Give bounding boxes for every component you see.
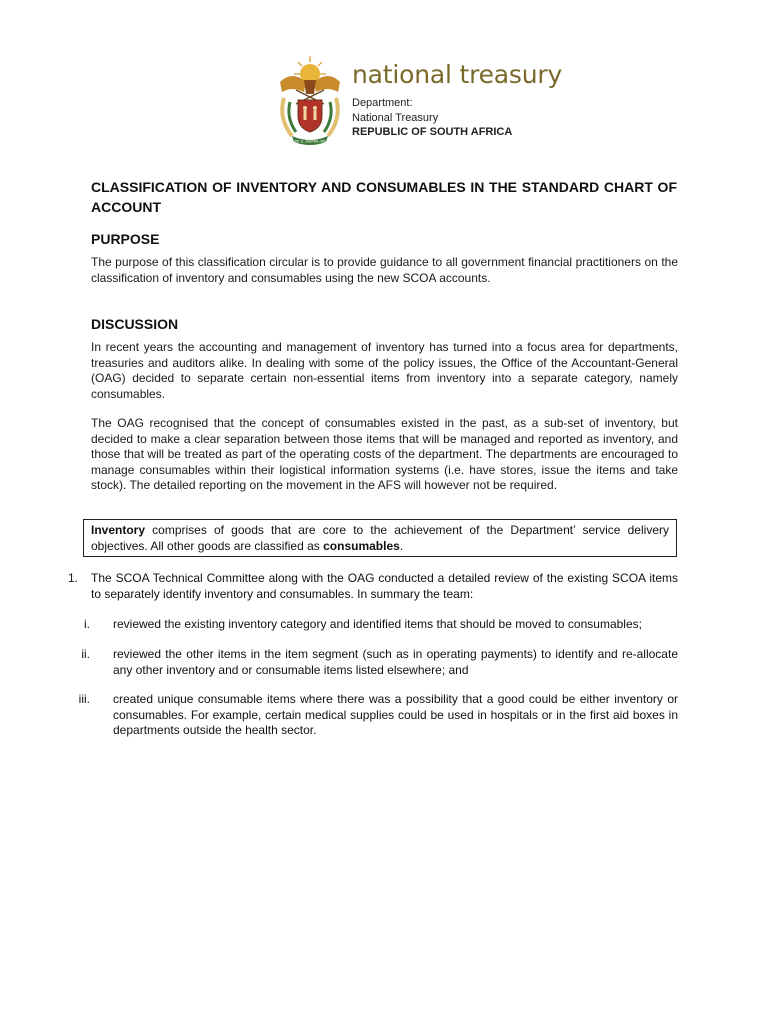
letterhead [274,50,574,150]
definition-box [83,519,677,557]
document-title: CLASSIFICATION OF INVENTORY AND CONSUMABLES IN THE STANDARD CHART OF ACCOUNT [91,179,677,215]
department-name: National Treasury [352,112,439,124]
sublist-item-text: created unique consumable items where there was a possibility that a good could be either inventory or consumables. For example, certain medical supplies could be used in hospitals or in the first aid boxes in departments outside the health sector. [113,692,678,737]
department-label: Department: [352,97,413,109]
sublist-item-text: reviewed the existing inventory category and identified items that should be moved to consumables; [113,617,642,631]
purpose-paragraph: The purpose of this classification circular is to provide guidance to all government financial practitioners on the classification of inventory and consumables using the new SCOA accounts. [91,255,678,285]
coat-of-arms-icon [274,52,346,148]
definition-text-part1: comprises of goods that are core to the achievement of the Department’ service delivery objectives. All other goods are classified as [91,523,669,553]
purpose-heading: PURPOSE [91,231,160,247]
discussion-heading: DISCUSSION [91,316,179,332]
sublist-item-number: iii. [78,692,90,706]
sublist-item-number: i. [84,617,90,631]
definition-text-part2: . [399,538,404,553]
definition-term-inventory: Inventory [91,523,146,537]
country-name: REPUBLIC OF SOUTH AFRICA [352,126,513,138]
sublist-item-text: reviewed the other items in the item segment (such as in operating payments) to identify and re-allocate any other inventory and or consumable items listed elsewhere; and [113,647,678,677]
list-item-text: The SCOA Technical Committee along with the OAG conducted a detailed review of the existing SCOA items to separately identify inventory and consumables. In summary the team: [91,571,678,601]
definition-term-consumables: consumables [323,538,400,553]
discussion-paragraph-2: The OAG recognised that the concept of consumables existed in the past, as a sub-set of inventory, but decided to make a clear separation between those items that will be managed and reported as inventory, and those that will be treated as part of the operating costs of the department. The departments are encouraged to manage consumables within their logistical information systems (i.e. have stores, issue the items and take stock). The detailed reporting on the movement in the AFS will however not be required. [91,416,678,492]
svg-text:!KE E: /XARRA //KE: !KE E: /XARRA //KE [293,139,327,144]
brand-name: national treasury [352,60,563,89]
definition-text [91,523,669,554]
sublist-item-number: ii. [81,647,90,661]
discussion-paragraph-1: In recent years the accounting and management of inventory has turned into a focus area for departments, treasuries and auditors alike. In dealing with some of the policy issues, the Office of the Accountant-General (OAG) decided to separate certain non-essential items from inventory into a separate category, namely consumables. [91,340,678,401]
list-item-number: 1. [68,571,79,585]
